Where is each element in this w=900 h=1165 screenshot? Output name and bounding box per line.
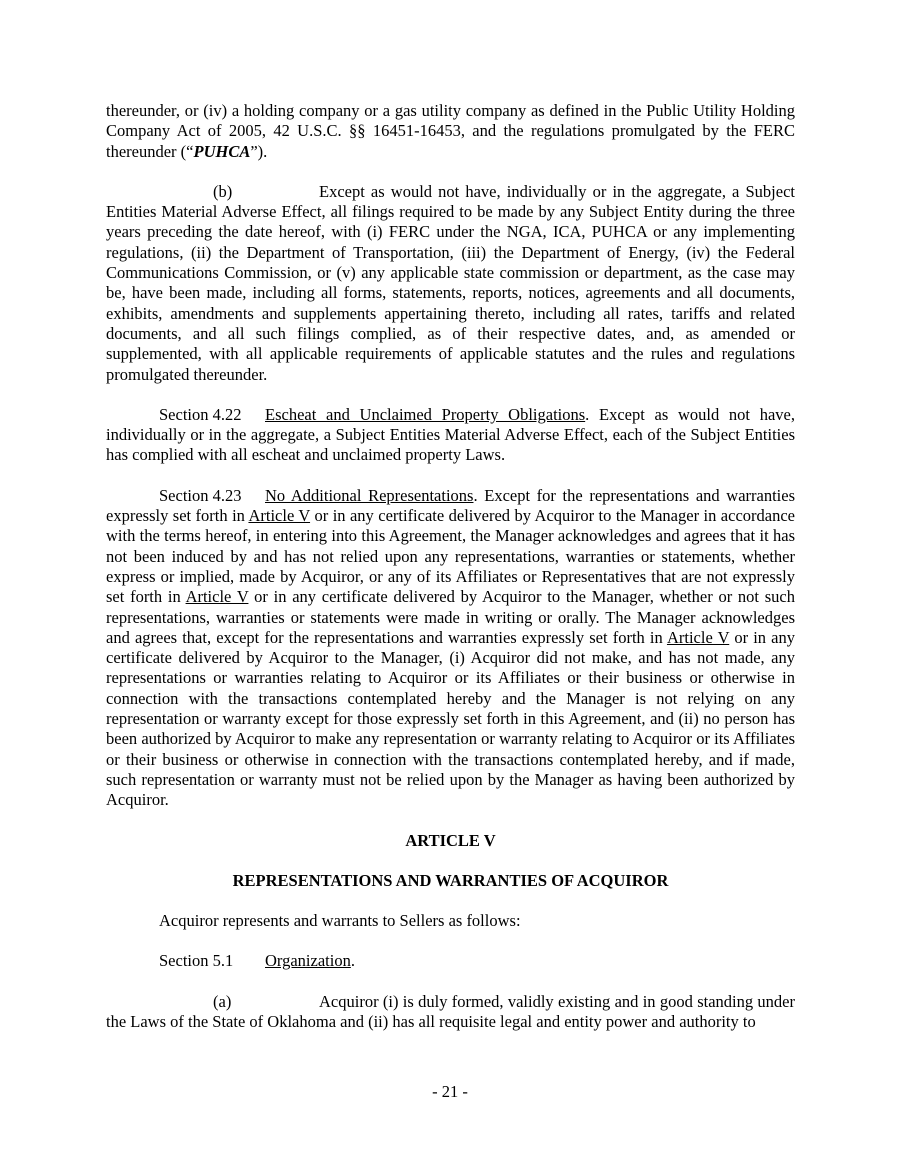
section-title: No Additional Representations: [265, 485, 474, 505]
cross-reference-article-v: Article V: [185, 587, 249, 607]
cross-reference-article-v: Article V: [666, 627, 730, 647]
paragraph-label: (b): [213, 181, 233, 201]
section-4-22: [106, 405, 795, 466]
article-title: REPRESENTATIONS AND WARRANTIES OF ACQUIROR: [232, 870, 669, 890]
paragraph-text: Acquiror (i) is duly formed, validly existing and in good standing under the Laws of the State of Oklahoma and (ii) has all requisite legal and entity power and authority to: [106, 991, 795, 1031]
document-body: [106, 101, 795, 1032]
paragraph-b-filings: [106, 182, 795, 385]
section-4-23: [106, 486, 795, 811]
paragraph-a-organization: [106, 992, 795, 1033]
section-title-period: .: [350, 951, 355, 971]
section-text: or in any certificate delivered by Acquiror to the Manager in accordance with the terms hereof, in entering into this Agreement, the Manager acknowledges and agrees that it has not been induced by and has not relied upon any representations, warranties or statements, whether express or implied, made by Acquiror, or any of its Affiliates or Representatives that are not expressly set forth in: [106, 506, 795, 607]
section-text: or in any certificate delivered by Acquiror to the Manager, whether or not such representations, warranties or statements were made in writing or orally. The Manager acknowledges and agrees that, except for the representations and warranties expressly set forth in: [106, 587, 795, 647]
paragraph-label: (a): [213, 991, 232, 1011]
section-number: Section 4.22: [159, 404, 242, 424]
section-number: Section 5.1: [159, 951, 234, 971]
paragraph-text: ”).: [250, 141, 268, 161]
section-text: . Except for the representations and warranties expressly set forth in: [106, 485, 795, 526]
article-heading: ARTICLE V: [405, 830, 496, 850]
section-text: or in any certificate delivered by Acquiror to the Manager, (i) Acquiror did not make, and has not made, any representations or warranties relating to Acquiror or its Affiliates or their business or otherwise in connection with the transactions contemplated hereby and the Manager is not relying on any representation or warranty except for those expressly set forth in this Agreement, and (ii) no person has been authorized by Acquiror to make any representation or warranty relating to Acquiror or its Affiliates or their business or otherwise in connection with the transactions contemplated hereby, and if made, such representation or warranty must not be relied upon by the Manager as having been authorized by Acquiror.: [106, 627, 795, 810]
section-title: Organization: [265, 951, 351, 971]
paragraph-puhca-definition: [106, 101, 795, 162]
paragraph-text: Except as would not have, individually or in the aggregate, a Subject Entities Material Adverse Effect, all filings required to be made by any Subject Entity during the three years preceding the date hereof, with (i) FERC under the NGA, ICA, PUHCA or any implementing regulations, (ii) the Department of Transportation, (iii) the Department of Energy, (iv) the Federal Communications Commission, or (v) any applicable state commission or department, as the case may be, have been made, including all forms, statements, reports, notices, agreements and all documents, exhibits, amendments and supplements appertaining thereto, including all rates, tariffs and related documents, and all such filings complied, as of their respective dates, and, as amended or supplemented, with all applicable requirements of applicable statutes and the rules and regulations promulgated thereunder.: [106, 181, 795, 384]
section-5-1-heading: [106, 951, 795, 971]
article-intro: Acquiror represents and warrants to Sellers as follows:: [159, 911, 521, 931]
page-number: - 21 -: [432, 1082, 468, 1101]
defined-term-puhca: PUHCA: [193, 141, 251, 161]
section-title: Escheat and Unclaimed Property Obligations: [265, 404, 586, 424]
cross-reference-article-v: Article V: [248, 506, 311, 526]
paragraph-text: thereunder, or (iv) a holding company or a gas utility company as defined in the Public Utility Holding Company Act of 2005, 42 U.S.C. §§ 16451-16453, and the regulations promulgated by the FERC thereunder (“: [106, 101, 795, 161]
section-text: . Except as would not have, individually or in the aggregate, a Subject Entities Material Adverse Effect, each of the Subject Entities has complied with all escheat and unclaimed property Laws.: [106, 404, 795, 465]
section-number: Section 4.23: [159, 485, 242, 505]
